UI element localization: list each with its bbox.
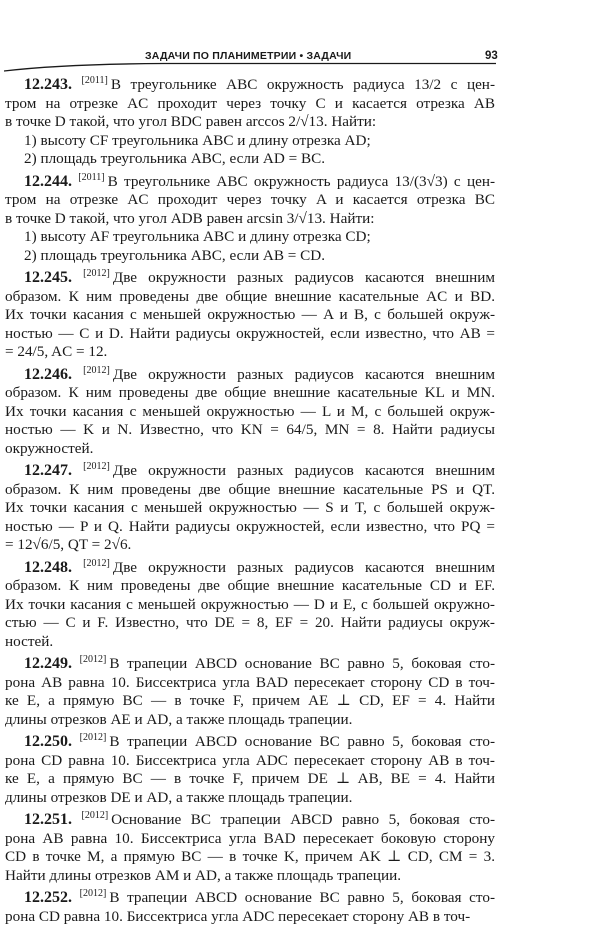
problem-line: рона AB равна 10. Биссектриса угла BAD пересекает сторону CD в точ- — [5, 674, 495, 693]
problem-year: [2012] — [80, 888, 107, 899]
problem-number: 12.250. — [24, 733, 72, 750]
problem-line — [5, 555, 495, 578]
problem-number: 12.251. — [24, 811, 72, 828]
problem-text: Две окружности разных радиусов касаются внешним — [113, 366, 495, 383]
problem-12-246 — [5, 362, 495, 459]
problem-text: В трапеции ABCD основание BC равно 5, боковая сто- — [109, 655, 495, 672]
problem-line: образом. К ним проведены две общие внешние касательные PS и QT. — [5, 481, 495, 500]
problem-12-244 — [5, 169, 495, 266]
problem-line: в точке D такой, что угол BDC равен arccos 2/√13. Найти: — [5, 113, 495, 132]
problem-year: [2012] — [83, 365, 110, 376]
problem-number: 12.246. — [24, 366, 72, 383]
problem-line: = 24/5, AC = 12. — [5, 343, 495, 362]
problem-12-252 — [5, 885, 495, 926]
problem-line — [5, 72, 495, 95]
problem-text: В треугольнике ABC окружность радиуса 13/(3√3) с цен- — [108, 173, 495, 190]
problem-12-243 — [5, 72, 495, 169]
problem-number: 12.245. — [24, 269, 72, 286]
problem-year: [2012] — [80, 732, 107, 743]
problem-line: Их точки касания с меньшей окружностью — L и M, с большей окруж- — [5, 403, 495, 422]
problem-line: Их точки касания с меньшей окружностью — S и T, с большей окруж- — [5, 499, 495, 518]
problem-line — [5, 885, 495, 908]
problem-year: [2012] — [83, 461, 110, 472]
problem-text: Основание BC трапеции ABCD равно 5, боковая сто- — [111, 811, 495, 828]
problem-line: стью — C и F. Известно, что DE = 8, EF = 20. Найти радиусы окруж- — [5, 614, 495, 633]
problem-text: Две окружности разных радиусов касаются внешним — [113, 559, 495, 576]
problem-line: = 12√6/5, QT = 2√6. — [5, 536, 495, 555]
problem-number: 12.247. — [24, 462, 72, 479]
problem-line: 1) высоту CF треугольника ABC и длину отрезка AD; — [5, 132, 495, 151]
problems-list — [5, 72, 495, 926]
problem-year: [2012] — [83, 558, 110, 569]
problem-line: рона CD равна 10. Биссектриса угла ADC пересекает сторону AB в точ- — [5, 752, 495, 771]
problem-line: ке E, а прямую BC — в точке F, причем AE ⊥ CD, EF = 4. Найти — [5, 692, 495, 711]
problem-line: образом. К ним проведены две общие внешние касательные KL и MN. — [5, 384, 495, 403]
problem-line: тром на отрезке AC проходит через точку A и касается отрезка BC — [5, 191, 495, 210]
problem-text: В трапеции ABCD основание BC равно 5, боковая сто- — [109, 889, 495, 906]
problem-12-249 — [5, 651, 495, 729]
problem-line: ностью — C и D. Найти радиусы окружностей, если известно, что AB = — [5, 325, 495, 344]
problem-12-251 — [5, 807, 495, 885]
page-number: 93 — [485, 50, 498, 62]
problem-line: образом. К ним проведены две общие внешние касательные CD и EF. — [5, 577, 495, 596]
problem-number: 12.252. — [24, 889, 72, 906]
problem-line: Их точки касания с меньшей окружностью — A и B, с большей окруж- — [5, 306, 495, 325]
problem-line: CD в точке M, а прямую BC — в точке K, причем AK ⊥ CD, CM = 3. — [5, 848, 495, 867]
problem-number: 12.249. — [24, 655, 72, 672]
problem-year: [2012] — [81, 810, 108, 821]
problem-line — [5, 807, 495, 830]
problem-line: тром на отрезке AC проходит через точку C и касается отрезка AB — [5, 95, 495, 114]
running-title: ЗАДАЧИ ПО ПЛАНИМЕТРИИ • ЗАДАЧИ — [145, 50, 351, 62]
problem-12-247 — [5, 458, 495, 555]
problem-line: в точке D такой, что угол ADB равен arcsin 3/√13. Найти: — [5, 210, 495, 229]
problem-line — [5, 169, 495, 192]
problem-year: [2012] — [80, 654, 107, 665]
problem-line: Их точки касания с меньшей окружностью — D и E, с большей окружно- — [5, 596, 495, 615]
problem-year: [2011] — [78, 172, 104, 183]
problem-line — [5, 362, 495, 385]
problem-line: рона AB равна 10. Биссектриса угла BAD пересекает боковую сторону — [5, 830, 495, 849]
problem-12-248 — [5, 555, 495, 652]
problem-line: ке E, а прямую BC — в точке F, причем DE ⊥ AB, BE = 4. Найти — [5, 770, 495, 789]
problem-line — [5, 265, 495, 288]
problem-year: [2012] — [83, 268, 110, 279]
problem-line: ностью — K и N. Известно, что KN = 64/5, MN = 8. Найти радиусы — [5, 421, 495, 440]
problem-text: В треугольнике ABC окружность радиуса 13/2 с цен- — [111, 76, 495, 93]
problem-text: Две окружности разных радиусов касаются внешним — [113, 462, 495, 479]
problem-line: 2) площадь треугольника ABC, если AB = CD. — [5, 247, 495, 266]
problem-number: 12.244. — [24, 173, 72, 190]
problem-line: образом. К ним проведены две общие внешние касательные AC и BD. — [5, 288, 495, 307]
problem-12-250 — [5, 729, 495, 807]
problem-number: 12.248. — [24, 559, 72, 576]
problem-text: В трапеции ABCD основание BC равно 5, боковая сто- — [109, 733, 495, 750]
problem-line: Найти длины отрезков AM и AD, а также площадь трапеции. — [5, 867, 495, 886]
problem-line: ностей. — [5, 633, 495, 652]
problem-line: 1) высоту AF треугольника ABC и длину отрезка CD; — [5, 228, 495, 247]
problem-line — [5, 458, 495, 481]
problem-line: длины отрезков AE и AD, а также площадь трапеции. — [5, 711, 495, 730]
problem-line — [5, 651, 495, 674]
problem-year: [2011] — [82, 75, 108, 86]
problem-text: Две окружности разных радиусов касаются внешним — [113, 269, 495, 286]
problem-number: 12.243. — [24, 76, 72, 93]
problem-line: окружностей. — [5, 440, 495, 459]
problem-12-245 — [5, 265, 495, 362]
problem-line — [5, 729, 495, 752]
problem-line: рона CD равна 10. Биссектриса угла ADC пересекает сторону AB в точ- — [5, 908, 495, 926]
problem-line: 2) площадь треугольника ABC, если AD = BC. — [5, 150, 495, 169]
problem-line: длины отрезков DE и AD, а также площадь трапеции. — [5, 789, 495, 808]
problem-line: ностью — P и Q. Найти радиусы окружностей, если известно, что PQ = — [5, 518, 495, 537]
